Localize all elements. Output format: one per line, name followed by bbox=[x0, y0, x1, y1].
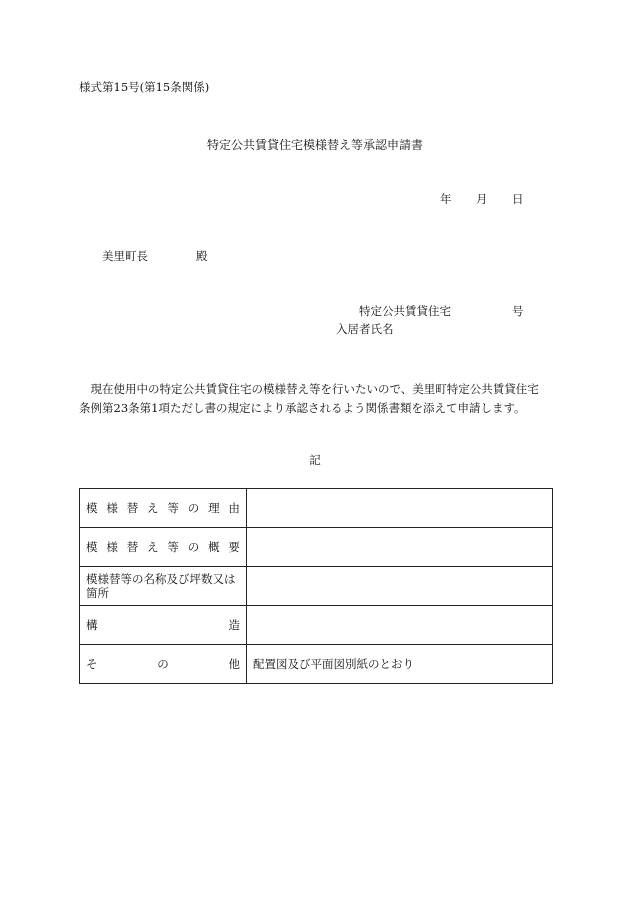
applicant-number-suffix: 号 bbox=[512, 304, 524, 318]
label-char: 等 bbox=[167, 501, 179, 515]
row-value-other[interactable]: 配置図及び平面図別紙のとおり bbox=[247, 645, 553, 684]
spread-label bbox=[86, 618, 240, 632]
label-char: 様 bbox=[106, 540, 118, 554]
table-row bbox=[80, 528, 553, 567]
row-label-summary bbox=[80, 528, 247, 567]
row-label-name-area: 模様替等の名称及び坪数又は箇所 bbox=[80, 567, 247, 606]
row-label-reason bbox=[80, 489, 247, 528]
label-char: の bbox=[187, 540, 200, 554]
ki-heading: 記 bbox=[309, 453, 321, 467]
applicant-housing-label: 特定公共賃貸住宅 bbox=[359, 304, 451, 318]
label-char: 等 bbox=[167, 540, 179, 554]
table-row bbox=[80, 567, 553, 606]
table-row bbox=[80, 606, 553, 645]
label-char: 要 bbox=[228, 540, 240, 554]
label-char: 替 bbox=[126, 540, 139, 554]
row-label-other bbox=[80, 645, 247, 684]
label-char: え bbox=[147, 501, 159, 515]
addressee-honorific: 殿 bbox=[196, 249, 208, 263]
body-line-2: 条例第23条第1項ただし書の規定により承認されるよう関係書類を添えて申請します。 bbox=[79, 401, 526, 415]
spread-label bbox=[86, 657, 240, 671]
detail-table bbox=[79, 488, 553, 684]
date-year-label: 年 bbox=[440, 192, 452, 206]
label-char: 由 bbox=[228, 501, 240, 515]
body-line-1: 現在使用中の特定公共賃貸住宅の模様替え等を行いたいので、美里町特定公共賃貸住宅 bbox=[79, 382, 539, 396]
row-label-structure bbox=[80, 606, 247, 645]
label-char: 造 bbox=[228, 618, 240, 632]
row-value-structure[interactable] bbox=[247, 606, 553, 645]
label-char: え bbox=[147, 540, 159, 554]
label-char: 理 bbox=[208, 501, 220, 515]
label-char: 様 bbox=[106, 501, 118, 515]
label-char: の bbox=[187, 501, 200, 515]
label-char: 概 bbox=[208, 540, 220, 554]
spread-label bbox=[86, 501, 240, 515]
row-value-name-area[interactable] bbox=[247, 567, 553, 606]
label-char: 模 bbox=[86, 501, 98, 515]
label-char: の bbox=[157, 657, 169, 671]
row-value-reason[interactable] bbox=[247, 489, 553, 528]
date-day-label: 日 bbox=[512, 192, 524, 206]
label-char: 替 bbox=[126, 501, 139, 515]
date-month-label: 月 bbox=[476, 192, 488, 206]
application-body bbox=[79, 380, 559, 418]
form-number: 様式第15号(第15条関係) bbox=[79, 80, 210, 94]
label-char: 模 bbox=[86, 540, 98, 554]
document-title: 特定公共賃貸住宅模様替え等承認申請書 bbox=[206, 138, 423, 152]
spread-label bbox=[86, 540, 240, 554]
table-row bbox=[80, 489, 553, 528]
table-row bbox=[80, 645, 553, 684]
addressee-name: 美里町長 bbox=[102, 249, 148, 263]
label-char: 構 bbox=[86, 618, 98, 632]
row-value-summary[interactable] bbox=[247, 528, 553, 567]
label-char: そ bbox=[86, 657, 98, 671]
label-char: 他 bbox=[228, 657, 240, 671]
applicant-resident-label: 入居者氏名 bbox=[336, 322, 394, 336]
